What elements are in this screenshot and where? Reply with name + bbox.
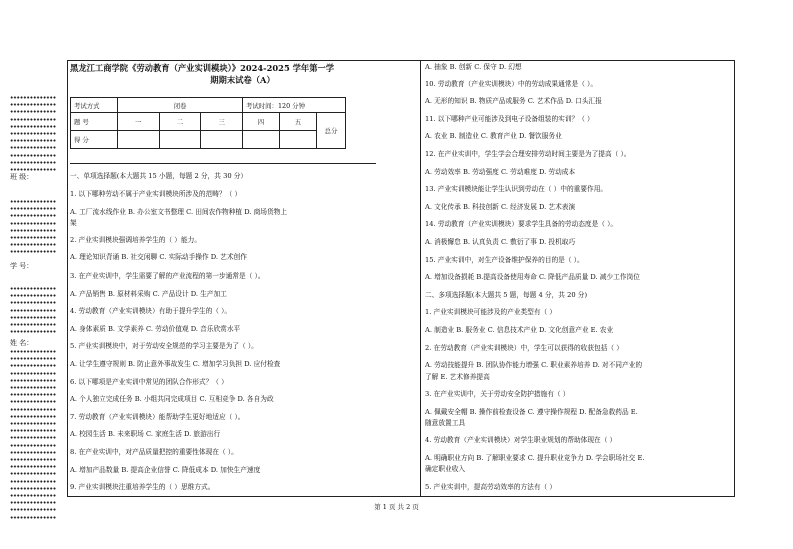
right-line: 2. 在劳动教育（产业实训模块）中，学生可以获得的收获包括（ ） <box>425 344 623 352</box>
dotted-line <box>10 154 56 157</box>
dotted-line <box>10 200 56 203</box>
exam-title <box>70 62 415 86</box>
dotted-line <box>10 415 56 418</box>
right-line: 10. 劳动教育（产业实训模块）中的劳动成果通常是（ ）。 <box>425 80 598 88</box>
left-line: 一、单项选择题(本大题共 15 小题，每题 2 分，共 30 分） <box>70 172 248 180</box>
class-label: 班 级： <box>10 173 34 181</box>
right-line: 3. 在产业实训中，关于劳动安全防护措施有（ ） <box>425 390 570 398</box>
dotted-line <box>10 408 56 411</box>
dotted-line <box>10 372 56 375</box>
dotted-line <box>10 139 56 142</box>
left-line: A. 理论知识背诵 B. 社交闲聊 C. 实际动手操作 D. 艺术创作 <box>70 253 247 261</box>
col-3: 三 <box>201 113 243 131</box>
col-4: 四 <box>243 113 280 131</box>
dotted-line <box>10 316 56 319</box>
left-line: 3. 在产业实训中，学生需要了解的产业流程的第一步通常是（ ）。 <box>70 272 265 280</box>
dotted-line <box>10 494 56 497</box>
score-cell-5 <box>280 131 317 149</box>
right-line: A. 明确职业方向 B. 了解职业要求 C. 提升职业竞争力 D. 学会职场社交 E. <box>425 454 645 462</box>
dotted-line <box>10 330 56 333</box>
left-line: A. 增加产品数量 B. 提高企业信誉 C. 降低成本 D. 加快生产速度 <box>70 466 261 474</box>
right-line: A. 增加设备损耗 B.提高设备使用寿命 C. 降低产品质量 D. 减少工作岗位 <box>425 273 640 281</box>
name-label: 姓 名： <box>10 339 34 347</box>
left-line: 8. 在产业实训中，对产品质量把控的重要性体现在（ ）。 <box>70 448 238 456</box>
right-line: 了解 E. 艺术修养提高 <box>425 373 490 381</box>
right-line: A. 佩戴安全帽 B. 操作前检查设备 C. 遵守操作规程 D. 配备急救药品 E. <box>425 408 638 416</box>
dotted-line <box>10 357 56 360</box>
left-line: 4. 劳动教育（产业实训模块）有助于提升学生的（ ）。 <box>70 307 232 315</box>
dotted-line <box>10 309 56 312</box>
dotted-line <box>10 125 56 128</box>
right-line: A. 制造业 B. 服务业 C. 信息技术产业 D. 文化创意产业 E. 农业 <box>425 326 614 334</box>
dotted-line <box>10 379 56 382</box>
left-line: 5. 产业实训模块中，对于劳动安全规范的学习主要是为了（ ）。 <box>70 342 258 350</box>
right-line: 5. 产业实训中，提高劳动效率的方法有（ ） <box>425 483 557 491</box>
dotted-line <box>10 487 56 490</box>
left-line: 1. 以下哪种劳动不属于产业实训模块所涉及的范畴？（ ） <box>70 190 242 198</box>
title-line-1: 黑龙江工商学院《劳动教育（产业实训模块）》2024-2025 学年第一学 <box>70 63 335 73</box>
dotted-line <box>10 287 56 290</box>
dotted-line <box>10 222 56 225</box>
left-line: A. 工厂流水线作业 B. 办公室文书整理 C. 田间农作物种植 D. 商场货物上 <box>70 208 288 216</box>
exam-type-label: 考试方式 <box>71 98 118 113</box>
dotted-line <box>10 422 56 425</box>
dotted-line <box>10 229 56 232</box>
left-line: 架 <box>70 219 77 227</box>
dotted-line <box>10 110 56 113</box>
right-line: A. 劳动效率 B. 劳动强度 C. 劳动难度 D. 劳动成本 <box>425 168 576 176</box>
right-line: A. 无形的知识 B. 物质产品或服务 C. 艺术作品 D. 口头汇报 <box>425 97 602 105</box>
dotted-line <box>10 118 56 121</box>
dotted-line <box>10 250 56 253</box>
dotted-line <box>10 132 56 135</box>
right-line: 随意放置工具 <box>425 419 466 427</box>
left-line: A. 让学生遵守规则 B. 防止意外事故发生 C. 增加学习负担 D. 应付检查 <box>70 360 281 368</box>
dotted-line <box>10 103 56 106</box>
right-line: A. 消极懈怠 B. 认真负责 C. 敷衍了事 D. 投机取巧 <box>425 238 576 246</box>
dotted-line <box>10 364 56 367</box>
right-line: 确定职业收入 <box>425 465 466 473</box>
left-line: A. 产品销售 B. 原材料采购 C. 产品设计 D. 生产加工 <box>70 290 227 298</box>
total-label: 总分 <box>317 113 346 149</box>
dotted-line <box>10 161 56 164</box>
dotted-line <box>10 243 56 246</box>
right-line: A. 文化传承 B. 科技创新 C. 经济发展 D. 艺术表演 <box>425 203 576 211</box>
dotted-line <box>10 168 56 171</box>
dotted-line <box>10 451 56 454</box>
right-line: A. 劳动技能提升 B. 团队协作能力增强 C. 职业素养培养 D. 对不同产业的 <box>425 361 643 369</box>
student-id-label: 学 号： <box>10 262 34 270</box>
dotted-line <box>10 429 56 432</box>
dotted-line <box>10 400 56 403</box>
right-line: A. 农业 B. 制造业 C. 教育产业 D. 餐饮服务业 <box>425 132 562 140</box>
exam-time: 考试时间：120 分钟 <box>243 98 346 113</box>
dotted-line <box>10 465 56 468</box>
left-line: 9. 产业实训模块注重培养学生的（ ）思维方式。 <box>70 483 215 491</box>
dotted-line <box>10 444 56 447</box>
right-line: 1. 产业实训模块可能涉及的产业类型有（ ） <box>425 308 557 316</box>
left-line: A. 个人独立完成任务 B. 小组共同完成项目 C. 互相竞争 D. 各自为政 <box>70 395 274 403</box>
dotted-line <box>10 516 56 519</box>
dotted-line <box>10 472 56 475</box>
dotted-line <box>10 294 56 297</box>
dotted-line <box>10 301 56 304</box>
dotted-line <box>10 236 56 239</box>
header-separator <box>70 163 376 164</box>
right-line: 4. 劳动教育（产业实训模块）对学生职业规划的帮助体现在（ ） <box>425 436 617 444</box>
score-cell-2 <box>159 131 201 149</box>
col-5: 五 <box>280 113 317 131</box>
dotted-line <box>10 146 56 149</box>
column-divider <box>420 60 421 497</box>
dotted-line <box>10 323 56 326</box>
dotted-line <box>10 480 56 483</box>
right-line: A. 抽象 B. 创新 C. 保守 D. 幻想 <box>425 63 522 71</box>
col-2: 二 <box>159 113 201 131</box>
left-line: A. 身体素质 B. 文学素养 C. 劳动价值观 D. 音乐欣赏水平 <box>70 325 241 333</box>
dotted-line <box>10 386 56 389</box>
score-label: 得 分 <box>71 131 118 149</box>
dotted-line <box>10 207 56 210</box>
left-line: 7. 劳动教育（产业实训模块）能帮助学生更好地适应（ ）。 <box>70 413 245 421</box>
page-number: 第 1 页 共 2 页 <box>374 503 419 511</box>
right-line: 13. 产业实训模块能让学生认识到劳动在（ ）中的重要作用。 <box>425 185 608 193</box>
exam-type-value: 闭卷 <box>118 98 243 113</box>
left-line: A. 校园生活 B. 未来职场 C. 家庭生活 D. 旅游出行 <box>70 430 221 438</box>
title-line-2: 期期末试卷（A） <box>210 75 275 85</box>
score-cell-3 <box>201 131 243 149</box>
right-line: 15. 产业实训中，对生产设备维护保养的目的是（ ）。 <box>425 256 584 264</box>
right-line: 二、多项选择题(本大题共 5 题，每题 4 分，共 20 分) <box>425 291 588 299</box>
right-line: 11. 以下哪种产业可能涉及到电子设备组装的实训？（ ） <box>425 115 594 123</box>
score-table <box>70 97 346 149</box>
dotted-line <box>10 96 56 99</box>
score-cell-1 <box>118 131 160 149</box>
item-label: 题 号 <box>71 113 118 131</box>
col-1: 一 <box>118 113 160 131</box>
score-cell-4 <box>243 131 280 149</box>
dotted-line <box>10 436 56 439</box>
dotted-line <box>10 214 56 217</box>
dotted-line <box>10 393 56 396</box>
left-line: 6. 以下哪项是产业实训中常见的团队合作形式？（ ） <box>70 378 228 386</box>
right-line: 14. 劳动教育（产业实训模块）要求学生具备的劳动态度是（ ）。 <box>425 220 618 228</box>
dotted-line <box>10 458 56 461</box>
dotted-line <box>10 350 56 353</box>
right-line: 12. 在产业实训中，学生学会合理安排劳动时间主要是为了提高（ ）。 <box>425 150 631 158</box>
left-line: 2. 产业实训模块强调培养学生的（ ）能力。 <box>70 236 202 244</box>
